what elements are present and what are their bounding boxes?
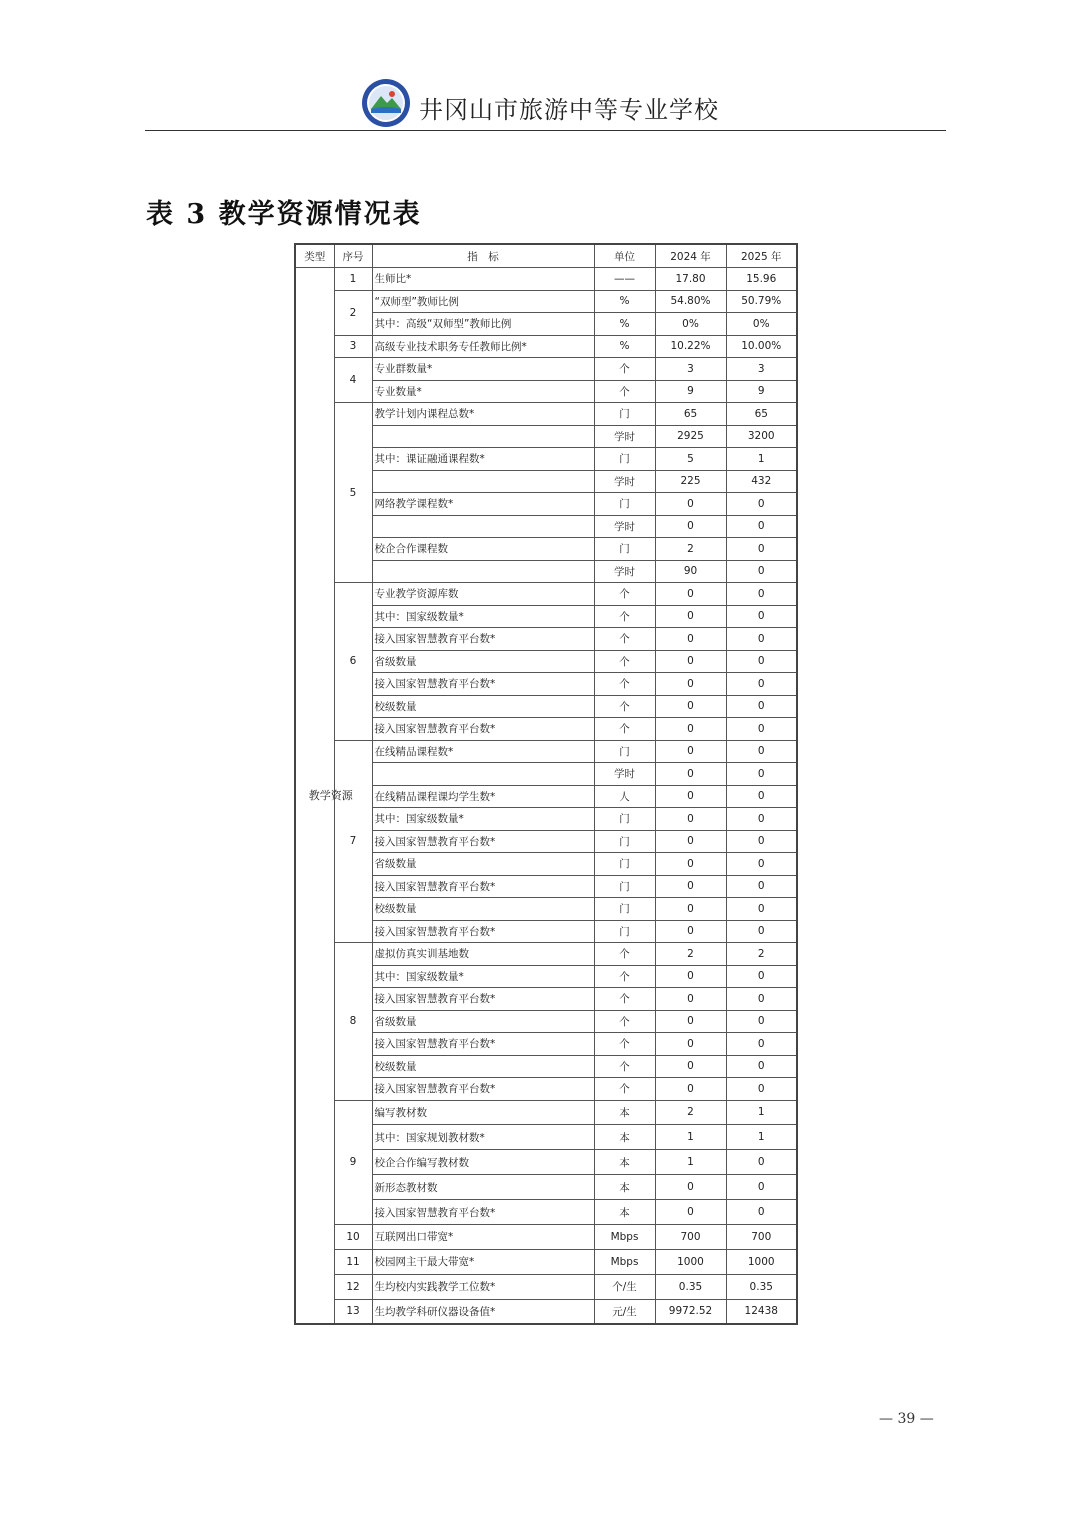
value-2024-cell: 2	[655, 538, 726, 561]
value-2025-cell: 0	[726, 1078, 797, 1101]
page-number: — 39 —	[879, 1411, 934, 1427]
value-2024-cell: 0%	[655, 313, 726, 336]
indicator-cell	[372, 560, 594, 583]
unit-cell: 门	[594, 740, 655, 763]
seq-cell: 3	[334, 335, 372, 358]
unit-cell: 门	[594, 875, 655, 898]
value-2025-cell: 0	[726, 718, 797, 741]
teaching-resources-table	[294, 243, 798, 1325]
value-2025-cell: 432	[726, 470, 797, 493]
table-header-row	[295, 244, 797, 268]
value-2025-cell: 0%	[726, 313, 797, 336]
unit-cell: 个	[594, 988, 655, 1011]
header-2024: 2024 年	[655, 244, 726, 268]
indicator-cell: 在线精品课程数*	[372, 740, 594, 763]
indicator-cell: 省级数量	[372, 1010, 594, 1033]
value-2024-cell: 0	[655, 1078, 726, 1101]
value-2025-cell: 0	[726, 898, 797, 921]
indicator-cell: 互联网出口带宽*	[372, 1224, 594, 1249]
indicator-cell: 校级数量	[372, 898, 594, 921]
value-2024-cell: 54.80%	[655, 290, 726, 313]
unit-cell: 门	[594, 920, 655, 943]
value-2025-cell: 700	[726, 1224, 797, 1249]
indicator-cell: 在线精品课程课均学生数*	[372, 785, 594, 808]
table-row	[295, 1224, 797, 1249]
unit-cell: 学时	[594, 470, 655, 493]
value-2024-cell: 0	[655, 1200, 726, 1225]
value-2025-cell: 1	[726, 448, 797, 471]
indicator-cell: 专业教学资源库数	[372, 583, 594, 606]
indicator-cell: 接入国家智慧教育平台数*	[372, 1078, 594, 1101]
value-2024-cell: 9	[655, 380, 726, 403]
value-2025-cell: 0	[726, 493, 797, 516]
value-2024-cell: 0	[655, 605, 726, 628]
value-2024-cell: 0	[655, 785, 726, 808]
value-2024-cell: 1	[655, 1150, 726, 1175]
value-2024-cell: 0	[655, 673, 726, 696]
indicator-cell: 接入国家智慧教育平台数*	[372, 988, 594, 1011]
unit-cell: 门	[594, 538, 655, 561]
value-2025-cell: 0	[726, 875, 797, 898]
indicator-cell: 接入国家智慧教育平台数*	[372, 830, 594, 853]
value-2025-cell: 0	[726, 650, 797, 673]
value-2024-cell: 9972.52	[655, 1299, 726, 1324]
unit-cell: 本	[594, 1175, 655, 1200]
value-2024-cell: 90	[655, 560, 726, 583]
unit-cell: 个	[594, 380, 655, 403]
indicator-cell: 生师比*	[372, 268, 594, 291]
indicator-cell: 接入国家智慧教育平台数*	[372, 673, 594, 696]
value-2024-cell: 0	[655, 763, 726, 786]
indicator-cell: 接入国家智慧教育平台数*	[372, 875, 594, 898]
value-2025-cell: 12438	[726, 1299, 797, 1324]
table-row	[295, 1249, 797, 1274]
unit-cell: 门	[594, 808, 655, 831]
indicator-cell: 新形态教材数	[372, 1175, 594, 1200]
value-2024-cell: 17.80	[655, 268, 726, 291]
unit-cell: %	[594, 290, 655, 313]
value-2025-cell: 0	[726, 1010, 797, 1033]
unit-cell: 门	[594, 448, 655, 471]
value-2024-cell: 2	[655, 943, 726, 966]
value-2024-cell: 0	[655, 583, 726, 606]
seq-cell: 10	[334, 1224, 372, 1249]
table-title: 表 3 教学资源情况表	[146, 199, 422, 230]
value-2025-cell: 1	[726, 1100, 797, 1125]
unit-cell: 学时	[594, 515, 655, 538]
value-2024-cell: 0	[655, 1033, 726, 1056]
indicator-cell: “双师型”教师比例	[372, 290, 594, 313]
indicator-cell: 其中：国家级数量*	[372, 605, 594, 628]
value-2024-cell: 0	[655, 830, 726, 853]
unit-cell: 个/生	[594, 1274, 655, 1299]
indicator-cell: 专业群数量*	[372, 358, 594, 381]
value-2025-cell: 0	[726, 673, 797, 696]
value-2024-cell: 0	[655, 875, 726, 898]
table-row	[295, 943, 797, 966]
unit-cell: %	[594, 313, 655, 336]
value-2025-cell: 0	[726, 785, 797, 808]
seq-cell: 12	[334, 1274, 372, 1299]
header-indicator: 指 标	[372, 244, 594, 268]
value-2024-cell: 225	[655, 470, 726, 493]
value-2025-cell: 0	[726, 605, 797, 628]
header-2025: 2025 年	[726, 244, 797, 268]
value-2025-cell: 9	[726, 380, 797, 403]
header-unit: 单位	[594, 244, 655, 268]
value-2024-cell: 1000	[655, 1249, 726, 1274]
value-2025-cell: 0	[726, 1175, 797, 1200]
unit-cell: 门	[594, 898, 655, 921]
indicator-cell: 校企合作编写教材数	[372, 1150, 594, 1175]
value-2025-cell: 0	[726, 920, 797, 943]
unit-cell: Mbps	[594, 1249, 655, 1274]
value-2024-cell: 0	[655, 1055, 726, 1078]
unit-cell: 门	[594, 403, 655, 426]
value-2025-cell: 3	[726, 358, 797, 381]
value-2025-cell: 0	[726, 988, 797, 1011]
indicator-cell: 虚拟仿真实训基地数	[372, 943, 594, 966]
value-2025-cell: 0	[726, 515, 797, 538]
value-2024-cell: 0	[655, 898, 726, 921]
seq-cell: 1	[334, 268, 372, 291]
indicator-cell: 接入国家智慧教育平台数*	[372, 920, 594, 943]
value-2025-cell: 0	[726, 695, 797, 718]
value-2024-cell: 2925	[655, 425, 726, 448]
value-2025-cell: 0	[726, 853, 797, 876]
indicator-cell: 教学计划内课程总数*	[372, 403, 594, 426]
table-row	[295, 740, 797, 763]
value-2025-cell: 0	[726, 1150, 797, 1175]
value-2024-cell: 10.22%	[655, 335, 726, 358]
value-2025-cell: 0	[726, 583, 797, 606]
value-2025-cell: 0.35	[726, 1274, 797, 1299]
indicator-cell: 接入国家智慧教育平台数*	[372, 628, 594, 651]
unit-cell: 个	[594, 1055, 655, 1078]
unit-cell: 个	[594, 650, 655, 673]
unit-cell: 本	[594, 1100, 655, 1125]
unit-cell: ——	[594, 268, 655, 291]
value-2025-cell: 15.96	[726, 268, 797, 291]
value-2024-cell: 0	[655, 1175, 726, 1200]
seq-cell: 9	[334, 1100, 372, 1224]
unit-cell: 个	[594, 628, 655, 651]
unit-cell: 个	[594, 1010, 655, 1033]
value-2024-cell: 1	[655, 1125, 726, 1150]
seq-cell: 4	[334, 358, 372, 403]
indicator-cell	[372, 515, 594, 538]
unit-cell: 个	[594, 673, 655, 696]
indicator-cell: 生均校内实践教学工位数*	[372, 1274, 594, 1299]
unit-cell: 门	[594, 493, 655, 516]
seq-cell: 6	[334, 583, 372, 741]
value-2024-cell: 65	[655, 403, 726, 426]
unit-cell: 本	[594, 1150, 655, 1175]
value-2025-cell: 0	[726, 965, 797, 988]
indicator-cell: 接入国家智慧教育平台数*	[372, 1033, 594, 1056]
value-2025-cell: 0	[726, 1200, 797, 1225]
value-2024-cell: 5	[655, 448, 726, 471]
unit-cell: 学时	[594, 560, 655, 583]
unit-cell: 个	[594, 943, 655, 966]
value-2025-cell: 0	[726, 740, 797, 763]
value-2024-cell: 0	[655, 493, 726, 516]
indicator-cell: 生均教学科研仪器设备值*	[372, 1299, 594, 1324]
indicator-cell	[372, 425, 594, 448]
value-2025-cell: 65	[726, 403, 797, 426]
table-row	[295, 290, 797, 313]
unit-cell: 个	[594, 1033, 655, 1056]
value-2025-cell: 0	[726, 560, 797, 583]
seq-cell: 11	[334, 1249, 372, 1274]
indicator-cell: 其中：课证融通课程数*	[372, 448, 594, 471]
unit-cell: 个	[594, 583, 655, 606]
value-2024-cell: 0	[655, 965, 726, 988]
indicator-cell: 校园网主干最大带宽*	[372, 1249, 594, 1274]
unit-cell: 学时	[594, 763, 655, 786]
indicator-cell: 其中：国家规划教材数*	[372, 1125, 594, 1150]
unit-cell: 学时	[594, 425, 655, 448]
value-2025-cell: 1000	[726, 1249, 797, 1274]
unit-cell: 本	[594, 1200, 655, 1225]
value-2025-cell: 0	[726, 808, 797, 831]
indicator-cell: 接入国家智慧教育平台数*	[372, 718, 594, 741]
value-2024-cell: 0	[655, 1010, 726, 1033]
indicator-cell: 专业数量*	[372, 380, 594, 403]
unit-cell: 个	[594, 605, 655, 628]
value-2024-cell: 0	[655, 988, 726, 1011]
indicator-cell	[372, 763, 594, 786]
value-2025-cell: 0	[726, 763, 797, 786]
value-2024-cell: 0	[655, 920, 726, 943]
indicator-cell: 其中：高级“双师型”教师比例	[372, 313, 594, 336]
unit-cell: 元/生	[594, 1299, 655, 1324]
unit-cell: 人	[594, 785, 655, 808]
unit-cell: 本	[594, 1125, 655, 1150]
table-row	[295, 403, 797, 426]
indicator-cell: 其中：国家级数量*	[372, 965, 594, 988]
value-2024-cell: 700	[655, 1224, 726, 1249]
unit-cell: 个	[594, 1078, 655, 1101]
value-2024-cell: 0	[655, 628, 726, 651]
unit-cell: 个	[594, 695, 655, 718]
seq-cell: 7	[334, 740, 372, 943]
value-2025-cell: 10.00%	[726, 335, 797, 358]
value-2025-cell: 2	[726, 943, 797, 966]
table-body	[295, 268, 797, 1325]
unit-cell: 个	[594, 718, 655, 741]
indicator-cell: 校企合作课程数	[372, 538, 594, 561]
value-2024-cell: 0	[655, 695, 726, 718]
value-2024-cell: 0	[655, 650, 726, 673]
unit-cell: 个	[594, 965, 655, 988]
unit-cell: %	[594, 335, 655, 358]
value-2025-cell: 0	[726, 628, 797, 651]
indicator-cell: 其中：国家级数量*	[372, 808, 594, 831]
seq-cell: 2	[334, 290, 372, 335]
value-2025-cell: 0	[726, 1033, 797, 1056]
seq-cell: 5	[334, 403, 372, 583]
unit-cell: Mbps	[594, 1224, 655, 1249]
table-row	[295, 583, 797, 606]
indicator-cell	[372, 470, 594, 493]
school-name: 井冈山市旅游中等专业学校	[419, 96, 719, 124]
indicator-cell: 编写教材数	[372, 1100, 594, 1125]
page-header	[145, 76, 946, 131]
table-row	[295, 358, 797, 381]
header-seq: 序号	[334, 244, 372, 268]
value-2025-cell: 0	[726, 830, 797, 853]
value-2025-cell: 3200	[726, 425, 797, 448]
indicator-cell: 高级专业技术职务专任教师比例*	[372, 335, 594, 358]
header-type: 类型	[295, 244, 334, 268]
table-row	[295, 268, 797, 291]
unit-cell: 门	[594, 830, 655, 853]
value-2025-cell: 50.79%	[726, 290, 797, 313]
indicator-cell: 校级数量	[372, 695, 594, 718]
value-2024-cell: 0.35	[655, 1274, 726, 1299]
table-row	[295, 1100, 797, 1125]
value-2025-cell: 0	[726, 1055, 797, 1078]
value-2024-cell: 0	[655, 740, 726, 763]
value-2024-cell: 0	[655, 515, 726, 538]
value-2024-cell: 0	[655, 808, 726, 831]
value-2024-cell: 0	[655, 718, 726, 741]
seq-cell: 13	[334, 1299, 372, 1324]
value-2024-cell: 0	[655, 853, 726, 876]
category-label: 教学资源	[308, 788, 353, 802]
value-2025-cell: 0	[726, 538, 797, 561]
unit-cell: 个	[594, 358, 655, 381]
indicator-cell: 网络教学课程数*	[372, 493, 594, 516]
indicator-cell: 省级数量	[372, 853, 594, 876]
unit-cell: 门	[594, 853, 655, 876]
table-row	[295, 335, 797, 358]
table-row	[295, 1299, 797, 1324]
school-logo	[361, 78, 411, 128]
value-2024-cell: 2	[655, 1100, 726, 1125]
indicator-cell: 省级数量	[372, 650, 594, 673]
table-row	[295, 1274, 797, 1299]
value-2025-cell: 1	[726, 1125, 797, 1150]
value-2024-cell: 3	[655, 358, 726, 381]
seq-cell: 8	[334, 943, 372, 1101]
indicator-cell: 校级数量	[372, 1055, 594, 1078]
indicator-cell: 接入国家智慧教育平台数*	[372, 1200, 594, 1225]
